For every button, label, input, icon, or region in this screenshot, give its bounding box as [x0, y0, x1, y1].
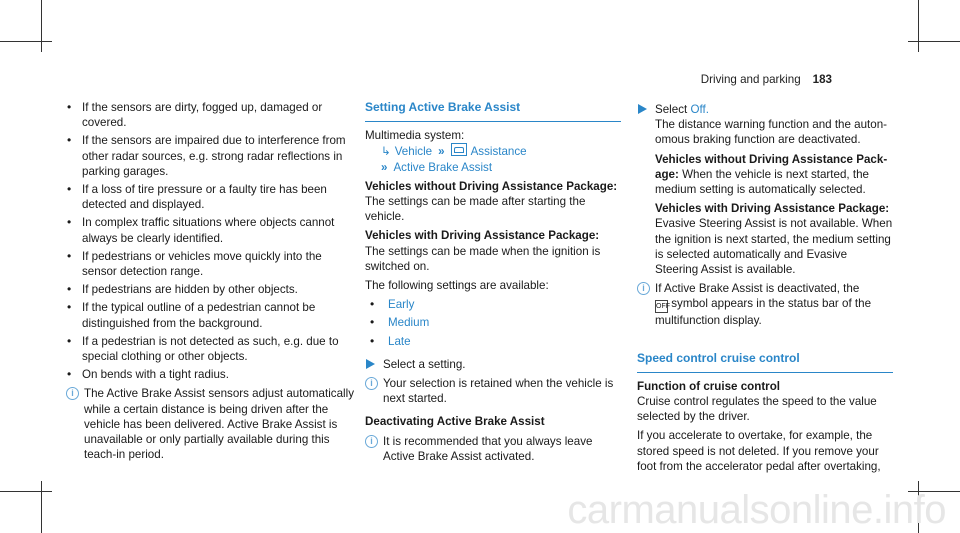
- paragraph: Vehicles without Driving Assistance Package: The settings can be made after starting the vehicle.: [365, 179, 618, 224]
- info-icon: i: [66, 387, 79, 400]
- brake-assist-off-icon: OFF: [655, 300, 668, 313]
- label: Vehicles with Driving Assistance Package:: [365, 229, 600, 243]
- label: Vehicles without Driving Assistance Package:: [365, 179, 618, 193]
- crop-mark: [908, 41, 960, 42]
- label: Vehicles with Driving Assistance Package:: [655, 202, 890, 216]
- bullet-icon: •: [67, 215, 72, 230]
- crop-mark: [41, 0, 42, 52]
- system-label: Multimedia system:: [365, 129, 465, 143]
- list-item: • In complex traffic situations where objects cannot always be clearly identified.: [67, 215, 335, 245]
- list-item: • Late: [370, 333, 411, 348]
- bullet-icon: •: [67, 100, 72, 114]
- paragraph: Vehicles with Driving Assistance Package: Evasive Steering Assist is not available. When the ignition is next started, the medium setting is selected automatically and Evasive Steering Assist is available.: [655, 202, 893, 277]
- menu-path: [365, 160, 621, 175]
- page-number: 183: [812, 73, 832, 86]
- paragraph: Cruise control regulates the speed to the value selected by the driver.: [637, 395, 877, 424]
- list-item: • On bends with a tight radius.: [67, 367, 229, 382]
- bullet-icon: •: [67, 133, 72, 148]
- path-active-brake-assist: Active Brake Assist: [393, 160, 493, 174]
- section-title: Driving and parking: [700, 73, 801, 86]
- column-right: [637, 100, 893, 474]
- list-item: • Medium: [370, 315, 430, 330]
- info-icon: i: [365, 435, 378, 448]
- subheading: Deactivating Active Brake Assist: [365, 415, 545, 429]
- paragraph: If you accelerate to overtake, for example, the stored speed is not deleted. If you remove your foot from the accelerator pedal after overtaking,: [637, 429, 881, 473]
- crop-mark: [0, 491, 52, 492]
- bullet-icon: •: [67, 367, 72, 382]
- path-vehicle: Vehicle: [394, 145, 433, 159]
- column-middle: [365, 100, 621, 464]
- list-item: • If a loss of tire pressure or a faulty tire has been detected and displayed.: [67, 182, 327, 212]
- bullet-icon: •: [67, 333, 72, 348]
- bullet-icon: •: [67, 300, 72, 315]
- car-icon: [451, 143, 467, 156]
- bullet-icon: •: [370, 297, 375, 312]
- section-heading: Setting Active Brake Assist: [365, 100, 621, 122]
- list-item: • If pedestrians or vehicles move quickly into the sensor detection range.: [67, 248, 322, 279]
- instruction-step: Select a setting.: [365, 357, 621, 372]
- options-list: [365, 297, 621, 349]
- list-item: • Early: [370, 297, 415, 312]
- paragraph: The following settings are available:: [365, 279, 549, 293]
- info-icon: i: [365, 377, 378, 390]
- list-item: • If pedestrians are hidden by other objects.: [67, 282, 298, 297]
- path-separator-icon: »: [381, 160, 388, 174]
- column-left: [66, 100, 354, 462]
- menu-path: [365, 143, 621, 159]
- subheading: Function of cruise control: [637, 379, 780, 393]
- watermark: carmanualsonline.info: [567, 488, 946, 532]
- info-note: i Your selection is retained when the vehicle is next started.: [365, 376, 621, 406]
- paragraph: Vehicles with Driving Assistance Package: The settings can be made when the ignition is switched on.: [365, 229, 601, 273]
- crop-mark: [0, 41, 52, 42]
- info-note: i The Active Brake Assist sensors adjust automatically while a certain distance is being driven after the vehicle has been delivered. Active Brake Assist is unavailable or only partially available during this teach-in period.: [66, 386, 354, 462]
- option-off: Off.: [690, 103, 709, 116]
- step-arrow-icon: [366, 359, 375, 369]
- info-icon: i: [637, 282, 650, 295]
- enter-arrow-icon: ↳: [381, 145, 391, 159]
- path-assistance: Assistance: [470, 145, 527, 159]
- path-separator-icon: »: [438, 145, 445, 159]
- paragraph: Vehicles without Driving Assistance Package: When the vehicle is next started, the medium setting is automatically selected.: [655, 152, 888, 197]
- bullet-icon: •: [67, 248, 72, 263]
- label: Vehicles without Driving Assistance Package:: [655, 152, 888, 181]
- info-note: i It is recommended that you always leave Active Brake Assist activated.: [365, 434, 621, 464]
- running-header: [701, 72, 832, 87]
- instruction-step: Select Off. The distance warning function and the autonomous braking function are deactivated. Vehicles without Driving Assistance Package: When the vehicle is next started, the medium setting is automatically selected. Vehicles with Driving Assistance Package: Evasive Steering Assist is not available. When the ignition is next started, the medium setting is selected automatically and Evasive Steering Assist is available.: [637, 102, 893, 277]
- list-item: • If the sensors are impaired due to interference from other radar sources, e.g. strong radar reflections in parking garages.: [67, 133, 346, 178]
- conditions-list: [66, 100, 354, 382]
- list-item: • If the typical outline of a pedestrian cannot be distinguished from the background.: [67, 300, 316, 330]
- bullet-icon: •: [370, 315, 375, 330]
- section-heading: Speed control cruise control: [637, 351, 893, 373]
- crop-mark: [918, 0, 919, 52]
- bullet-icon: •: [67, 182, 72, 197]
- step-arrow-icon: [638, 104, 647, 114]
- list-item: • If a pedestrian is not detected as such, e.g. due to special clothing or other objects.: [67, 333, 339, 364]
- crop-mark: [41, 481, 42, 533]
- bullet-icon: •: [370, 333, 375, 348]
- bullet-icon: •: [67, 282, 72, 297]
- info-note: i If Active Brake Assist is deactivated, the OFF symbol appears in the status bar of the multifunction display.: [637, 281, 893, 328]
- list-item: • If the sensors are dirty, fogged up, damaged or covered.: [67, 100, 323, 130]
